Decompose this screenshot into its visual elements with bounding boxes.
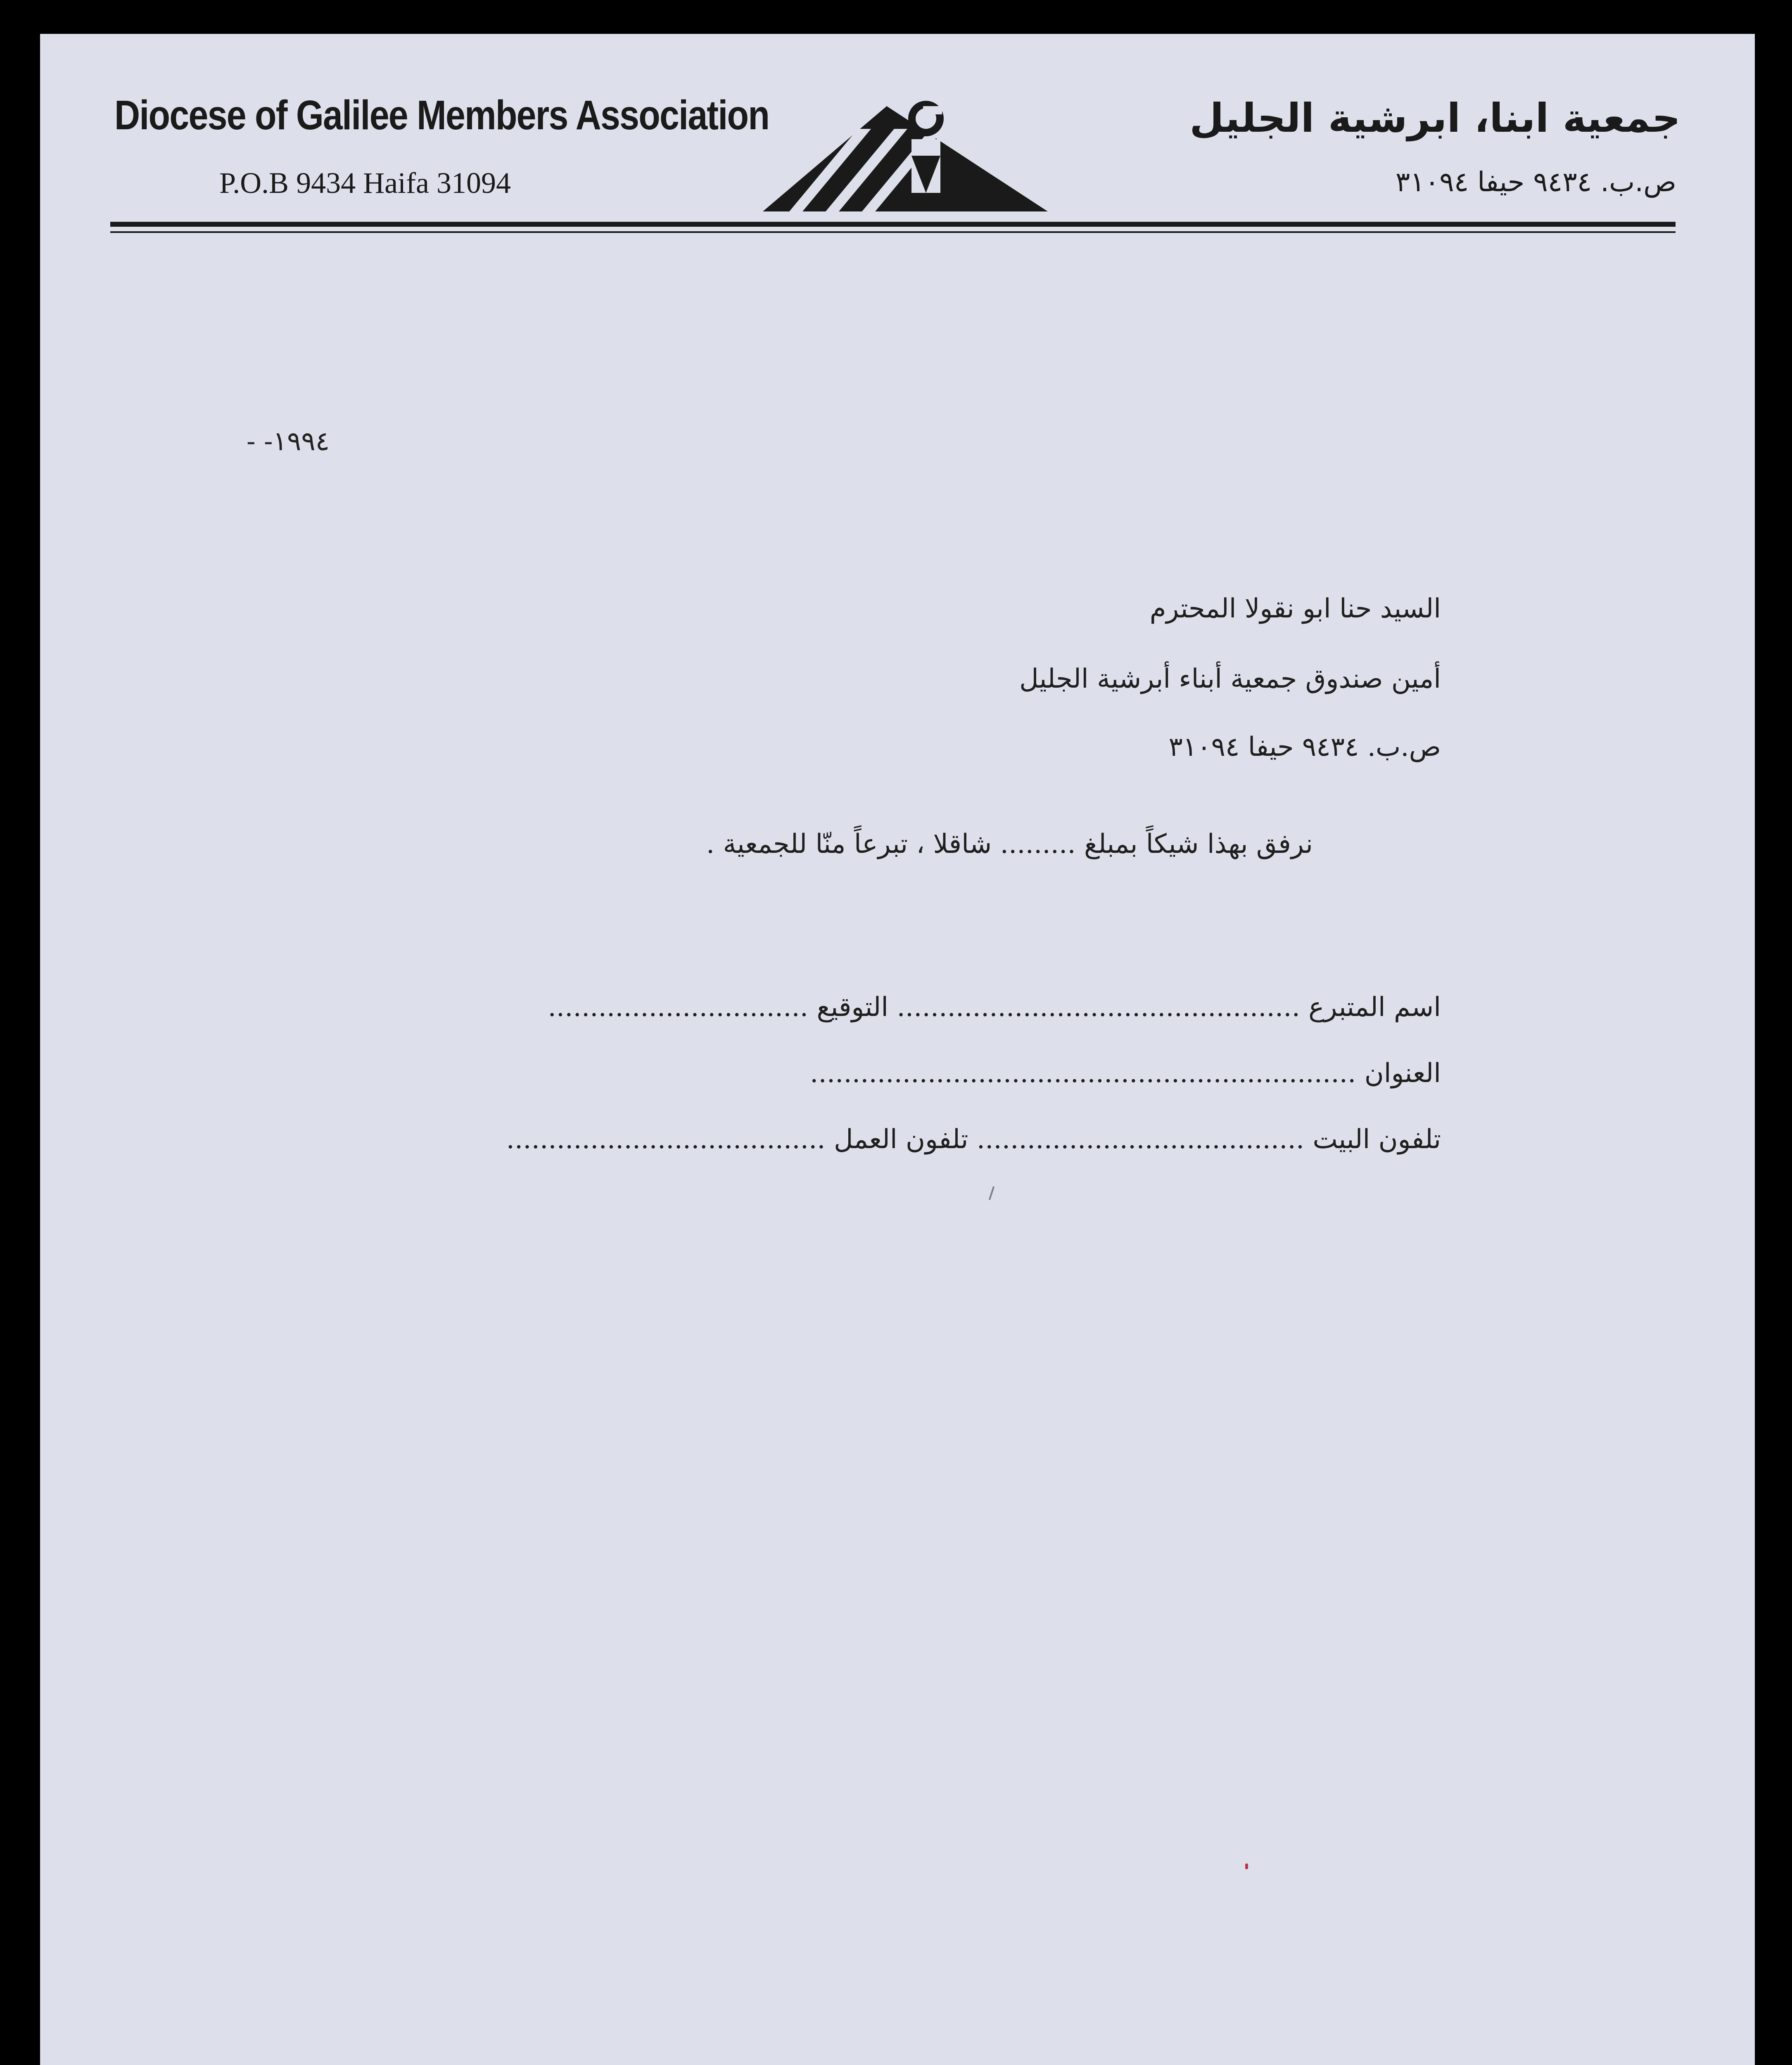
recipient-address: ص.ب. ٩٤٣٤ حيفا ٣١٠٩٤ <box>1168 732 1441 762</box>
org-name-ar: جمعية ابنا، ابرشية الجليل <box>1189 95 1680 141</box>
header-rule <box>110 222 1676 227</box>
phones-line: تلفون البيت ....................................... تلفون العمل ...................................... <box>506 1124 1441 1155</box>
ink-dot <box>1245 1863 1248 1869</box>
recipient-title: أمين صندوق جمعية أبناء أبرشية الجليل <box>1019 664 1441 694</box>
header-rule-thin <box>110 231 1676 233</box>
letter-date: ١٩٩٤- - <box>247 426 330 457</box>
org-name-en: Diocese of Galilee Members Association <box>114 92 769 138</box>
donation-note: نرفق بهذا شيكاً بمبلغ ......... شاقلا ، تبرعاً منّا للجمعية . <box>706 829 1313 859</box>
letter-page <box>40 34 1755 2065</box>
recipient-name: السيد حنا ابو نقولا المحترم <box>1149 593 1441 624</box>
pob-ar: ص.ب. ٩٤٣٤ حيفا ٣١٠٩٤ <box>1395 166 1676 198</box>
donor-signature-line: اسم المتبرع ................................................ التوقيع ............................... <box>548 992 1441 1023</box>
pob-en: P.O.B 9434 Haifa 31094 <box>219 166 511 199</box>
pencil-mark <box>989 1186 995 1200</box>
mountain-pen-logo-icon <box>763 90 1048 214</box>
address-line: العنوان ................................................................. <box>810 1058 1441 1089</box>
